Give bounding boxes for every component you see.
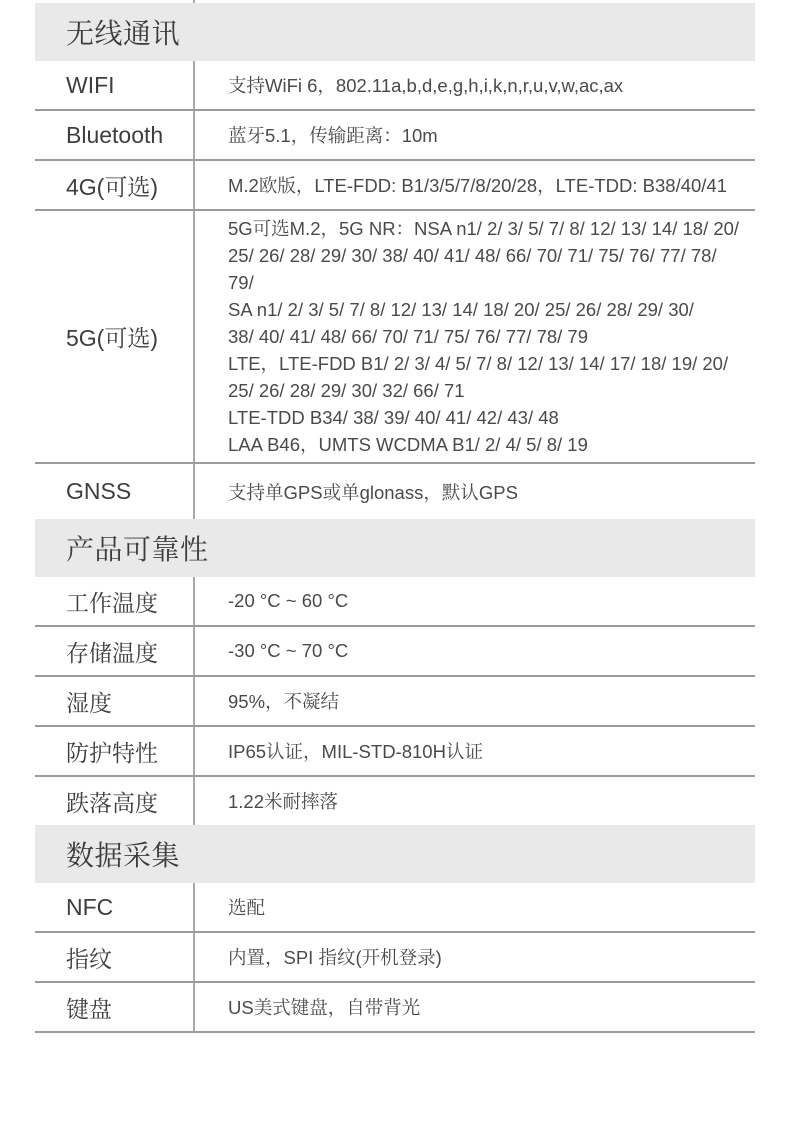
spec-value-line: 25/ 26/ 28/ 29/ 30/ 32/ 66/ 71	[228, 380, 465, 401]
section-header-wireless	[35, 3, 755, 61]
spec-label: 5G(可选)	[66, 325, 158, 351]
spec-value-line: LTE-TDD B34/ 38/ 39/ 40/ 41/ 42/ 43/ 48	[228, 407, 559, 428]
section-rows-reliability	[35, 577, 755, 825]
spec-value: IP65认证，MIL-STD-810H认证	[193, 727, 755, 775]
section-header-data-capture	[35, 825, 755, 883]
spec-value: M.2欧版，LTE-FDD: B1/3/5/7/8/20/28，LTE-TDD: B38/40/41	[193, 161, 755, 209]
spec-row-fingerprint	[35, 931, 755, 981]
spec-label: WIFI	[66, 71, 115, 98]
spec-row-operating-temp	[35, 577, 755, 625]
spec-row-bluetooth	[35, 109, 755, 159]
section-rows-wireless	[35, 61, 755, 519]
section-header-reliability	[35, 519, 755, 577]
spec-label: NFC	[66, 893, 114, 920]
spec-value: -30 °C ~ 70 °C	[193, 627, 755, 675]
spec-value: 支持WiFi 6，802.11a,b,d,e,g,h,i,k,n,r,u,v,w,ac,ax	[193, 61, 755, 109]
spec-row-5g	[35, 209, 755, 462]
spec-row-gnss	[35, 462, 755, 519]
section-title: 无线通讯	[66, 18, 181, 49]
spec-row-4g	[35, 159, 755, 209]
spec-row-keyboard	[35, 981, 755, 1031]
spec-value	[193, 211, 755, 462]
spec-value: 内置，SPI 指纹(开机登录)	[193, 933, 755, 981]
spec-label: Bluetooth	[66, 121, 164, 148]
spec-label: 工作温度	[66, 589, 158, 616]
spec-value: 选配	[193, 883, 755, 931]
spec-label: 湿度	[66, 689, 112, 716]
spec-value: -20 °C ~ 60 °C	[193, 577, 755, 625]
spec-value-lines	[228, 211, 739, 462]
spec-row-wifi	[35, 61, 755, 109]
spec-value-line: 38/ 40/ 41/ 48/ 66/ 70/ 71/ 75/ 76/ 77/ 78/ 79	[228, 326, 589, 347]
spec-value-line: 79/	[228, 272, 254, 293]
spec-value: US美式键盘，自带背光	[193, 983, 755, 1031]
spec-value-line: 25/ 26/ 28/ 29/ 30/ 38/ 40/ 41/ 48/ 66/ 70/ 71/ 75/ 76/ 77/ 78/	[228, 245, 717, 266]
spec-label: 键盘	[66, 995, 112, 1022]
spec-row-humidity	[35, 675, 755, 725]
spec-row-nfc	[35, 883, 755, 931]
spec-value: 1.22米耐摔落	[193, 777, 755, 825]
spec-label: 跌落高度	[66, 789, 158, 816]
spec-value-line: LAA B46，UMTS WCDMA B1/ 2/ 4/ 5/ 8/ 19	[228, 434, 588, 455]
spec-label: 存储温度	[66, 639, 158, 666]
spec-row-storage-temp	[35, 625, 755, 675]
section-title: 产品可靠性	[66, 534, 209, 565]
spec-label: 指纹	[66, 945, 112, 972]
spec-label: GNSS	[66, 478, 132, 504]
spec-value-line: SA n1/ 2/ 3/ 5/ 7/ 8/ 12/ 13/ 14/ 18/ 20/ 25/ 26/ 28/ 29/ 30/	[228, 299, 694, 320]
spec-label: 防护特性	[66, 739, 158, 766]
spec-value: 支持单GPS或单glonass，默认GPS	[193, 464, 755, 519]
spec-value-line: 5G可选M.2，5G NR：NSA n1/ 2/ 3/ 5/ 7/ 8/ 12/ 13/ 14/ 18/ 20/	[228, 218, 740, 239]
spec-row-protection	[35, 725, 755, 775]
spec-value: 蓝牙5.1，传输距离：10m	[193, 111, 755, 159]
spec-table	[35, 3, 755, 1033]
spec-value-line: LTE，LTE-FDD B1/ 2/ 3/ 4/ 5/ 7/ 8/ 12/ 13/ 14/ 17/ 18/ 19/ 20/	[228, 353, 729, 374]
section-rows-data-capture	[35, 883, 755, 1033]
section-title: 数据采集	[66, 840, 181, 871]
spec-value: 95%，不凝结	[193, 677, 755, 725]
spec-row-drop-height	[35, 775, 755, 825]
spec-label: 4G(可选)	[66, 173, 158, 200]
